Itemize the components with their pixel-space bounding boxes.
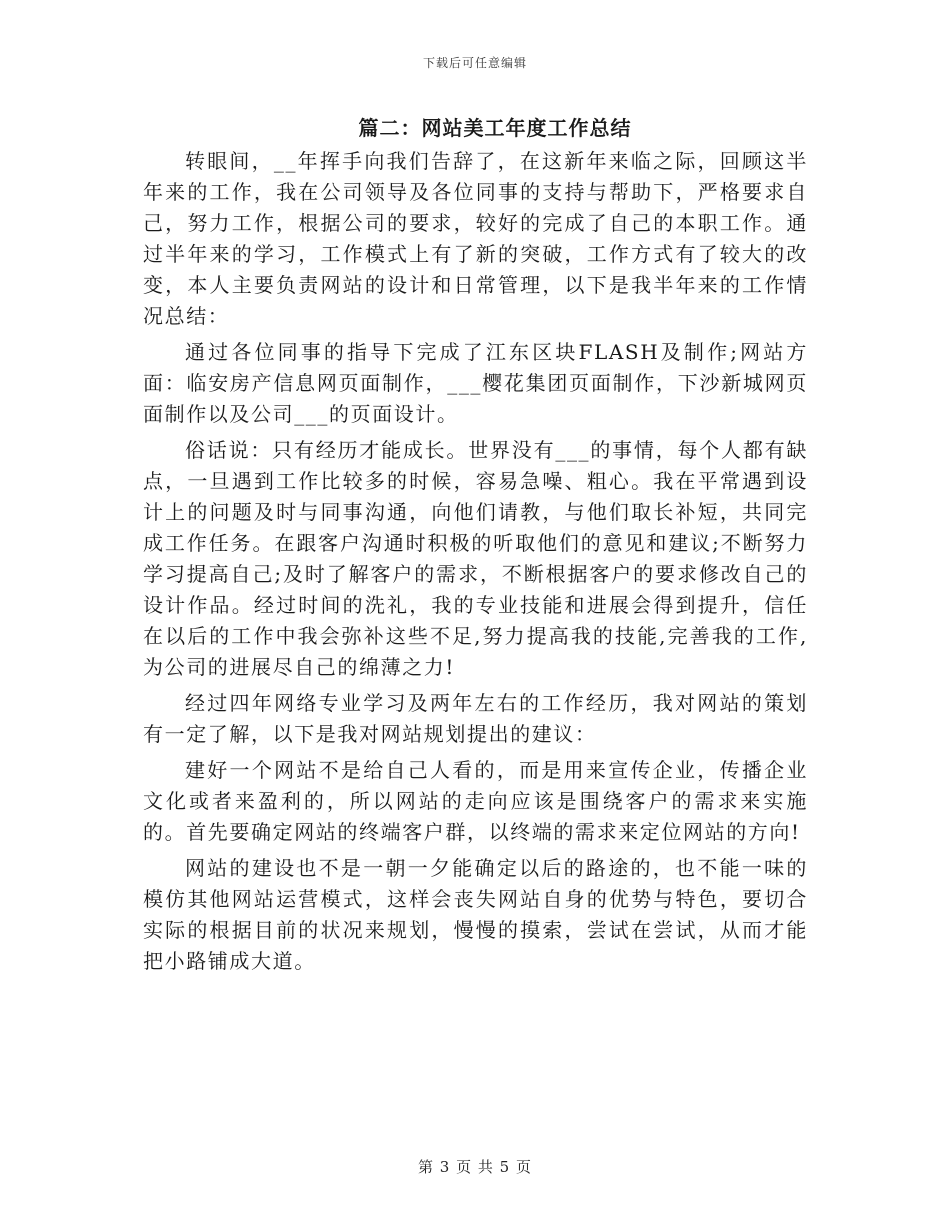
paragraph-5: 建好一个网站不是给自己人看的，而是用来宣传企业，传播企业文化或者来盈利的，所以网站的走向应该是围绕客户的需求来实施的。首先要确定网站的终端客户群，以终端的需求来定位网站的方向! xyxy=(143,758,808,844)
paragraph-2: 通过各位同事的指导下完成了江东区块FLASH及制作;网站方面：临安房产信息网页面制作，___樱花集团页面制作，下沙新城网页面制作以及公司___的页面设计。 xyxy=(143,340,808,426)
paragraph-4: 经过四年网络专业学习及两年左右的工作经历，我对网站的策划有一定了解，以下是我对网站规划提出的建议： xyxy=(143,691,808,746)
document-body xyxy=(143,146,808,982)
paragraph-1: 转眼间，__年挥手向我们告辞了，在这新年来临之际，回顾这半年来的工作，我在公司领导及各位同事的支持与帮助下，严格要求自己，努力工作，根据公司的要求，较好的完成了自己的本职工作。通过半年来的学习，工作模式上有了新的突破，工作方式有了较大的改变，本人主要负责网站的设计和日常管理，以下是我半年来的工作情况总结： xyxy=(143,149,808,328)
paragraph-6: 网站的建设也不是一朝一夕能确定以后的路途的，也不能一味的模仿其他网站运营模式，这样会丧失网站自身的优势与特色，要切合实际的根据目前的状况来规划，慢慢的摸索，尝试在尝试，从而才能把小路铺成大道。 xyxy=(143,856,808,973)
header-note: 下载后可任意编辑 xyxy=(422,56,527,70)
page-number: 第 3 页 共 5 页 xyxy=(418,1158,532,1176)
paragraph-3: 俗话说：只有经历才能成长。世界没有___的事情，每个人都有缺点，一旦遇到工作比较多的时候，容易急噪、粗心。我在平常遇到设计上的问题及时与同事沟通，向他们请教，与他们取长补短，共同完成工作任务。在跟客户沟通时积极的听取他们的意见和建议;不断努力学习提高自己;及时了解客户的需求，不断根据客户的要求修改自己的设计作品。经过时间的洗礼，我的专业技能和进展会得到提升，信任在以后的工作中我会弥补这些不足,努力提高我的技能,完善我的工作,为公司的进展尽自己的绵薄之力! xyxy=(143,438,808,679)
document-title: 篇二：网站美工年度工作总结 xyxy=(358,116,632,140)
